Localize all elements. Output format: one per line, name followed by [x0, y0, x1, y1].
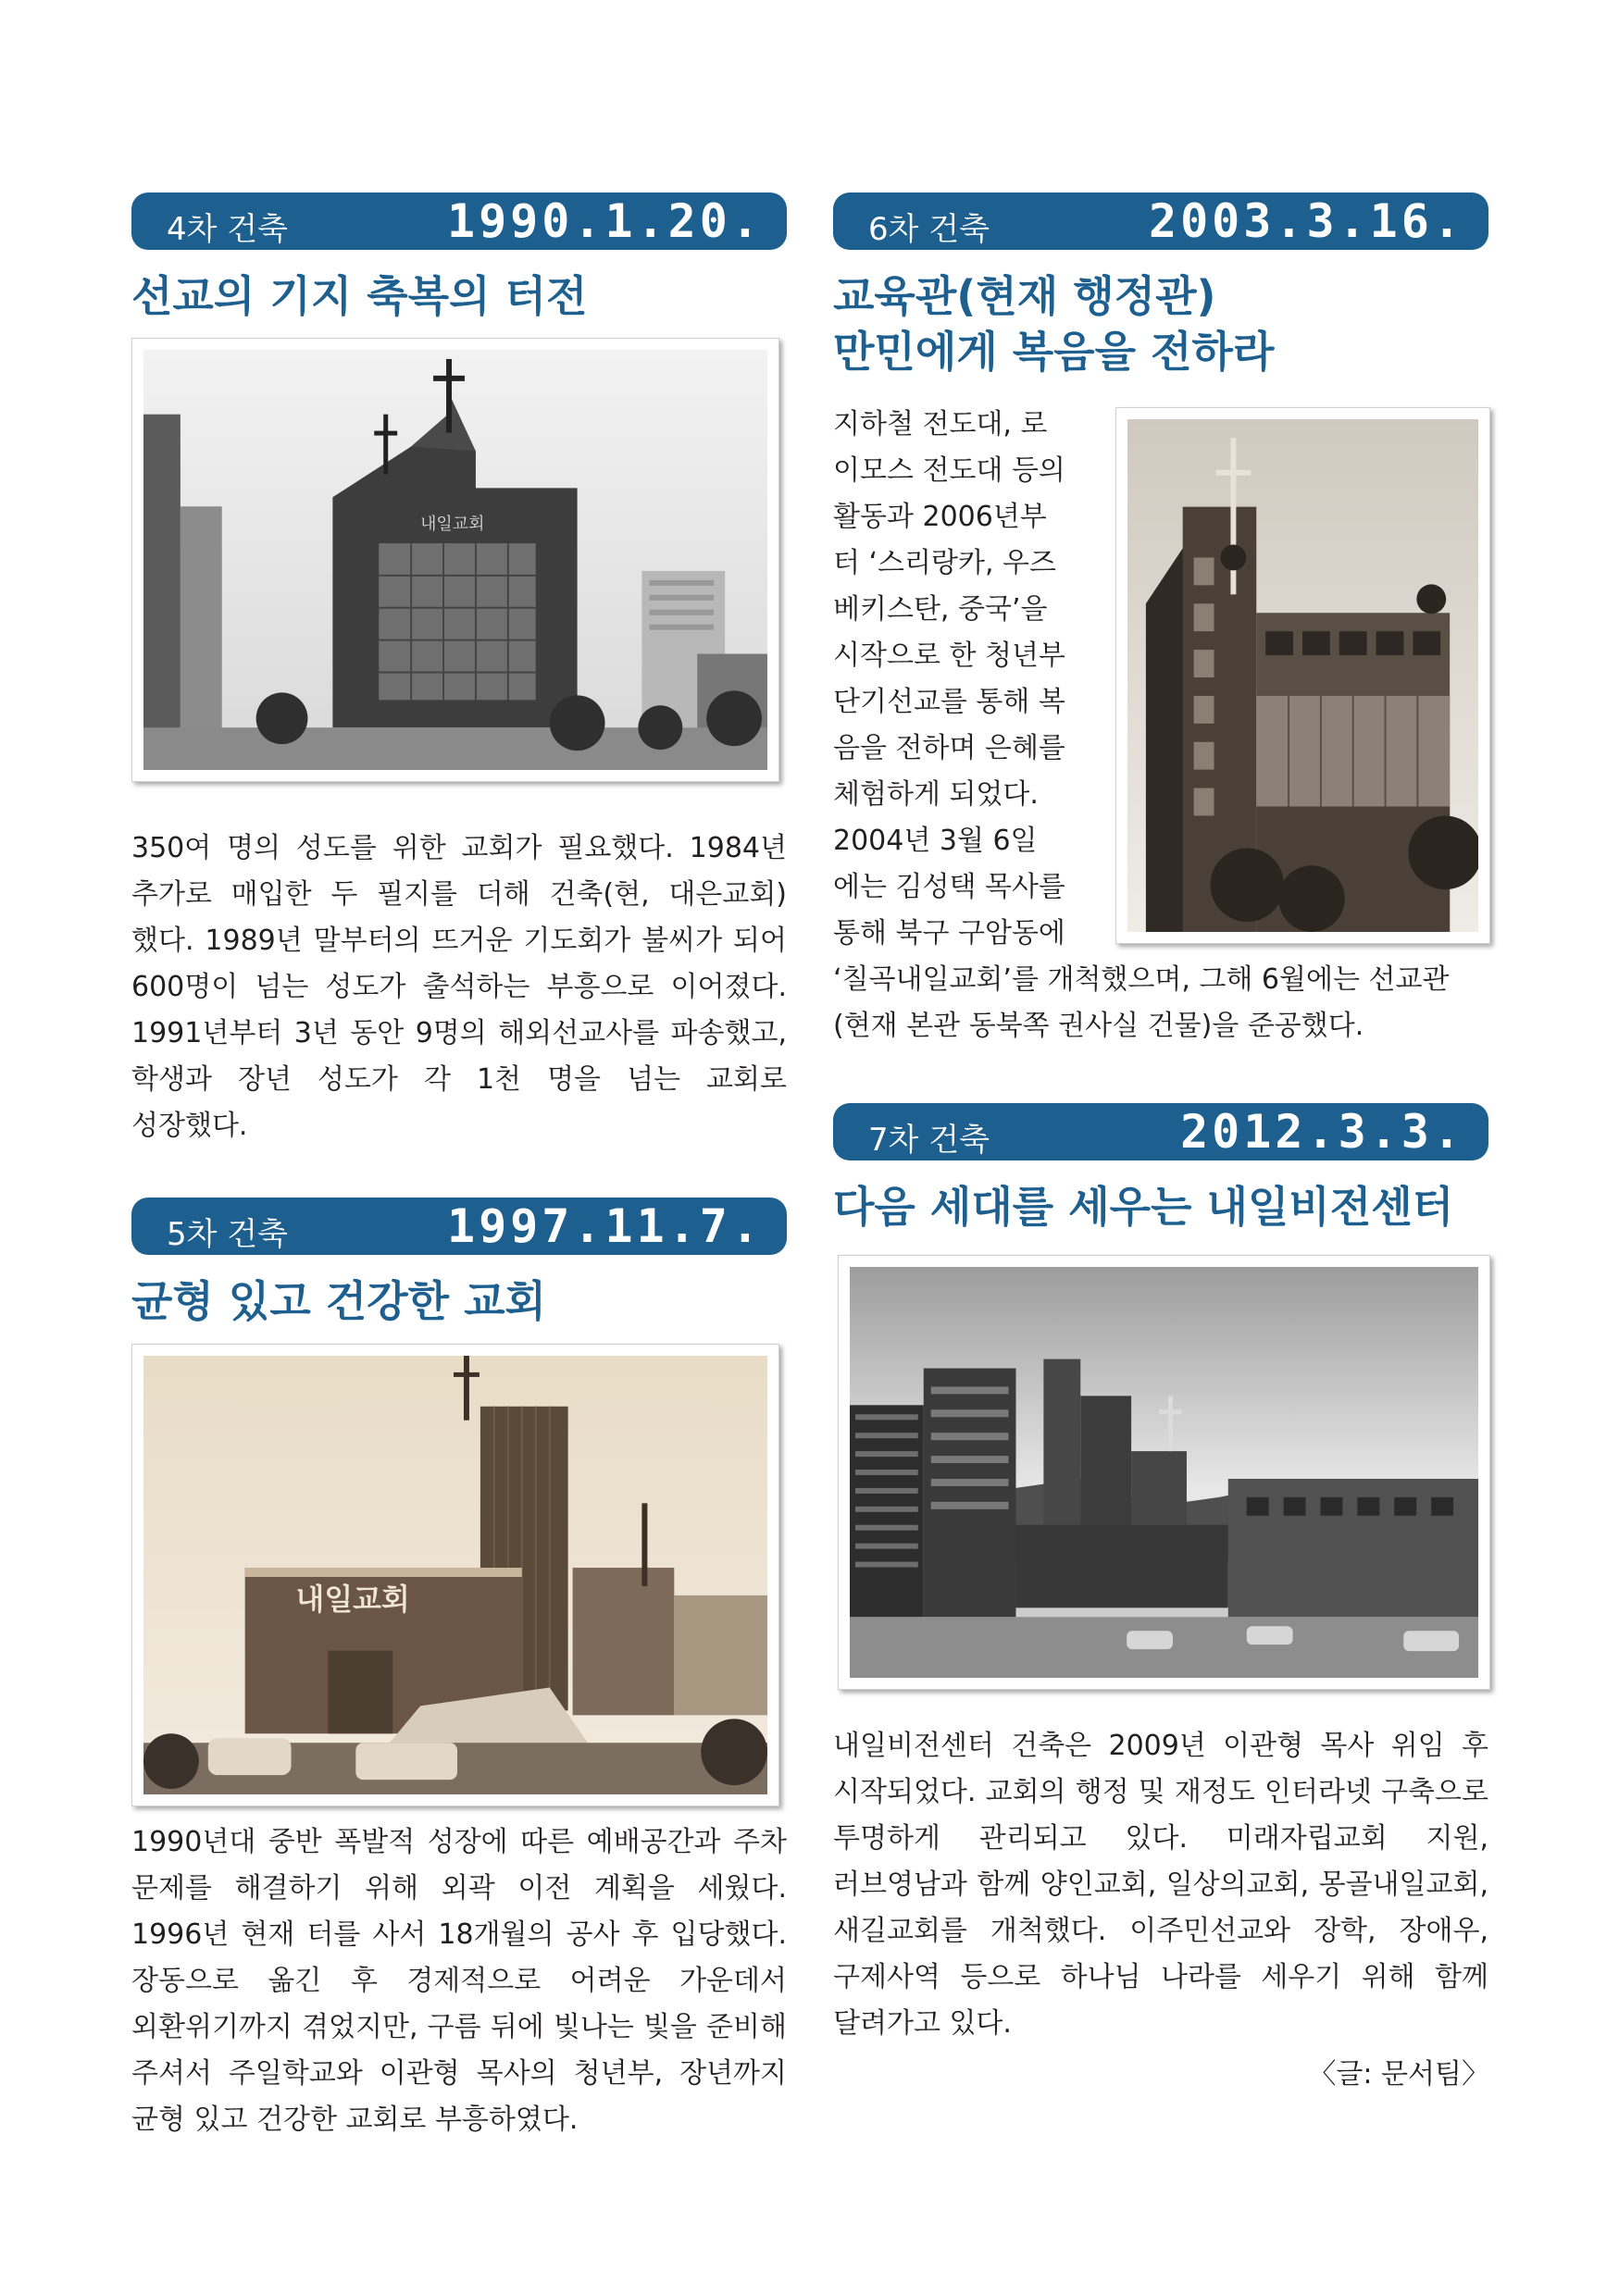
- section7-body: 내일비전센터 건축은 2009년 이관형 목사 위임 후 시작되었다. 교회의 행정 및 재정도 인터라넷 구축으로 투명하게 관리되고 있다. 미래자립교회 지원, 러브영남과 함께 양인교회, 일상의교회, 몽골내일교회, 새길교회를 개척했다. 이주민선교와 장학, 장애우, 구제사역 등으로 하나님 나라를 세우기 위해 함께 달려가고 있다.: [833, 1730, 1488, 2040]
- section4-date: 1990.1.20.: [446, 194, 763, 248]
- section5-sign-text: 내일교회: [295, 1581, 410, 1617]
- section6-headline-line2: 만민에게 복음을 전하라: [833, 327, 1275, 377]
- section5-headline: 균형 있고 건강한 교회: [131, 1276, 546, 1326]
- section6-body-line: 에는 김성택 목사를: [833, 871, 1065, 903]
- section4-church-image: [143, 350, 767, 770]
- section6-photo: [1115, 407, 1490, 944]
- section7-date: 2012.3.3.: [1180, 1105, 1464, 1159]
- section6-label: 6차 건축: [868, 211, 990, 248]
- section6-body-line: ‘칠곡내일교회’를 개척했으며, 그해 6월에는 선교관: [833, 963, 1450, 996]
- section7-photo: [838, 1255, 1490, 1690]
- section6-body-line: 음을 전하며 은혜를: [833, 732, 1065, 764]
- section6-body-line: 2004년 3월 6일: [833, 825, 1038, 857]
- section5-photo: [131, 1344, 779, 1806]
- section6-headline-line1: 교육관(현재 행정관): [833, 271, 1216, 321]
- section5-date: 1997.11.7.: [446, 1199, 763, 1253]
- section6-body-line: (현재 본관 동북쪽 권사실 건물)을 준공했다.: [833, 1010, 1364, 1042]
- section4-body: 350여 명의 성도를 위한 교회가 필요했다. 1984년 추가로 매입한 두 필지를 더해 건축(현, 대은교회)했다. 1989년 말부터의 뜨거운 기도회가 불씨가 되어 600명이 넘는 성도가 출석하는 부흥으로 이어졌다. 1991년부터 3년 동안 9명의 해외선교사를 파송했고, 학생과 장년 성도가 각 1천 명을 넘는 교회로 성장했다.: [131, 832, 787, 1142]
- section7-vision-center-image: [850, 1267, 1478, 1678]
- section6-body-line: 지하철 전도대, 로: [833, 408, 1048, 441]
- section7-banner: [833, 1103, 1488, 1160]
- section7-label: 7차 건축: [868, 1122, 990, 1159]
- section6-body-narrow: [833, 402, 1450, 1049]
- section4-headline: 선교의 기지 축복의 터전: [131, 271, 588, 321]
- section6-building-image: [1127, 419, 1478, 932]
- section4-label: 4차 건축: [167, 211, 288, 248]
- section6-body-line: 단기선교를 통해 복: [833, 686, 1065, 718]
- section5-church-image: [143, 1356, 767, 1794]
- section6-body-line: 시작으로 한 청년부: [833, 639, 1065, 672]
- section4-photo: [131, 338, 779, 782]
- section4-banner: [131, 192, 787, 250]
- section6-body-line: 터 ‘스리랑카, 우즈: [833, 547, 1057, 579]
- section5-banner: [131, 1198, 787, 1255]
- section6-body-line: 활동과 2006년부: [833, 501, 1047, 533]
- section6-body-line: 통해 북구 구암동에: [833, 917, 1065, 949]
- section6-body-line: 베키스탄, 중국’을: [833, 593, 1048, 626]
- section4-sign-text: 내일교회: [420, 515, 485, 535]
- section6-date: 2003.3.16.: [1148, 194, 1464, 248]
- section5-body: 1990년대 중반 폭발적 성장에 따른 예배공간과 주차 문제를 해결하기 위해 외곽 이전 계획을 세웠다. 1996년 현재 터를 사서 18개월의 공사 후 입당했다. 장동으로 옮긴 후 경제적으로 어려운 가운데서 외환위기까지 겪었지만, 구름 뒤에 빛나는 빛을 준비해 주셔서 주일학교와 이관형 목사의 청년부, 장년까지 균형 있고 건강한 교회로 부흥하였다.: [131, 1826, 787, 2136]
- section7-headline: 다음 세대를 세우는 내일비전센터: [833, 1182, 1454, 1232]
- section5-label: 5차 건축: [167, 1216, 288, 1253]
- section6-body-line: 이모스 전도대 등의: [833, 454, 1065, 487]
- section6-banner: [833, 192, 1488, 250]
- section6-body-line: 체험하게 되었다.: [833, 778, 1039, 811]
- section7-credit: 〈글: 문서팀〉: [1308, 2058, 1489, 2091]
